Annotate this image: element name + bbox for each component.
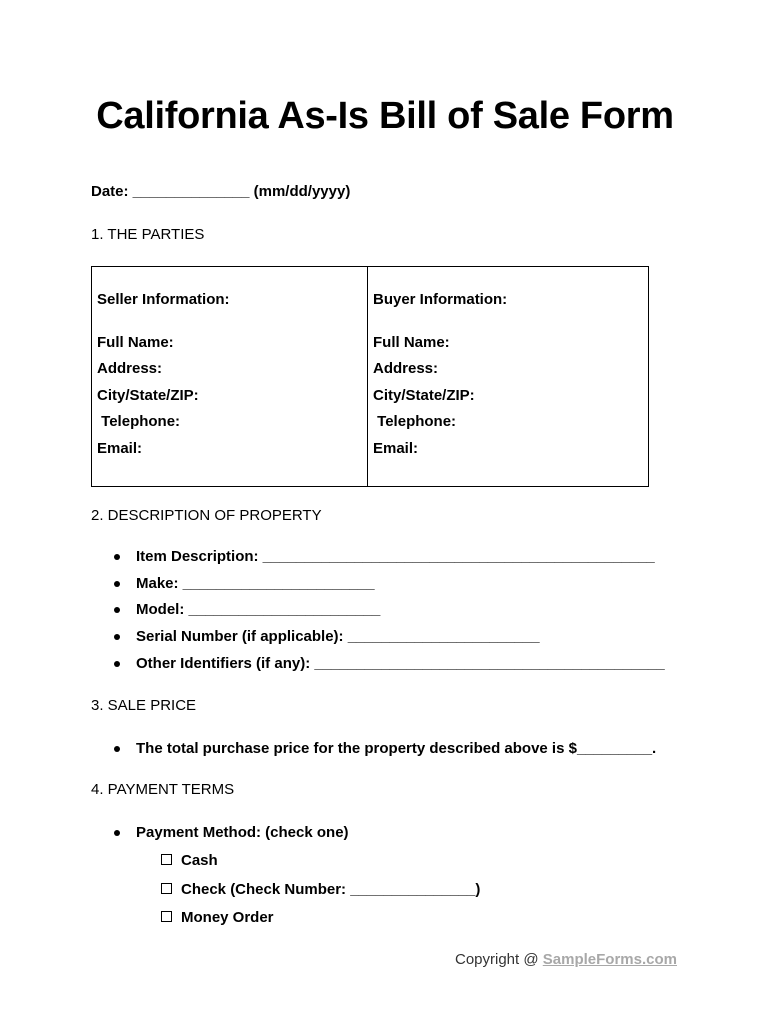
money-order-option-label: Money Order xyxy=(181,909,274,926)
sampleforms-link[interactable]: SampleForms.com xyxy=(542,951,677,968)
buyer-telephone-label: Telephone: xyxy=(373,413,457,430)
section-heading-parties: 1. THE PARTIES xyxy=(91,226,205,243)
payment-method-label: Payment Method: (check one) xyxy=(136,824,349,841)
seller-city-label: City/State/ZIP: xyxy=(97,387,199,404)
seller-email-label: Email: xyxy=(97,440,143,457)
buyer-address-label: Address: xyxy=(373,360,439,377)
section-heading-property: 2. DESCRIPTION OF PROPERTY xyxy=(91,507,322,524)
table-divider xyxy=(367,267,368,486)
check-option-label[interactable]: Check (Check Number: _______________) xyxy=(181,881,481,898)
bullet-icon xyxy=(114,554,120,560)
seller-address-label: Address: xyxy=(97,360,163,377)
check-checkbox[interactable] xyxy=(161,883,172,894)
date-field[interactable]: Date: ______________ (mm/dd/yyyy) xyxy=(91,183,351,200)
item-description-field[interactable]: Item Description: _______________________________________________ xyxy=(136,548,655,565)
buyer-heading: Buyer Information: xyxy=(373,291,508,308)
seller-full-name-label: Full Name: xyxy=(97,334,174,351)
money-order-checkbox[interactable] xyxy=(161,911,172,922)
cash-option-label: Cash xyxy=(181,852,218,869)
copyright-text: Copyright @ xyxy=(455,951,543,968)
model-field[interactable]: Model: _______________________ xyxy=(136,601,381,618)
buyer-full-name-label: Full Name: xyxy=(373,334,450,351)
section-heading-payment: 4. PAYMENT TERMS xyxy=(91,781,235,798)
purchase-price-field[interactable]: The total purchase price for the property described above is $_________. xyxy=(136,740,657,757)
page-title: California As-Is Bill of Sale Form xyxy=(96,95,674,137)
other-identifiers-field[interactable]: Other Identifiers (if any): __________________________________________ xyxy=(136,655,665,672)
buyer-city-label: City/State/ZIP: xyxy=(373,387,475,404)
seller-heading: Seller Information: xyxy=(97,291,230,308)
buyer-email-label: Email: xyxy=(373,440,419,457)
bullet-icon xyxy=(114,746,120,752)
bullet-icon xyxy=(114,661,120,667)
cash-checkbox[interactable] xyxy=(161,854,172,865)
seller-telephone-label: Telephone: xyxy=(97,413,181,430)
serial-number-field[interactable]: Serial Number (if applicable): _______________________ xyxy=(136,628,540,645)
copyright-notice xyxy=(455,951,677,968)
section-heading-price: 3. SALE PRICE xyxy=(91,697,197,714)
bullet-icon xyxy=(114,830,120,836)
bullet-icon xyxy=(114,581,120,587)
bullet-icon xyxy=(114,634,120,640)
bullet-icon xyxy=(114,607,120,613)
make-field[interactable]: Make: _______________________ xyxy=(136,575,375,592)
